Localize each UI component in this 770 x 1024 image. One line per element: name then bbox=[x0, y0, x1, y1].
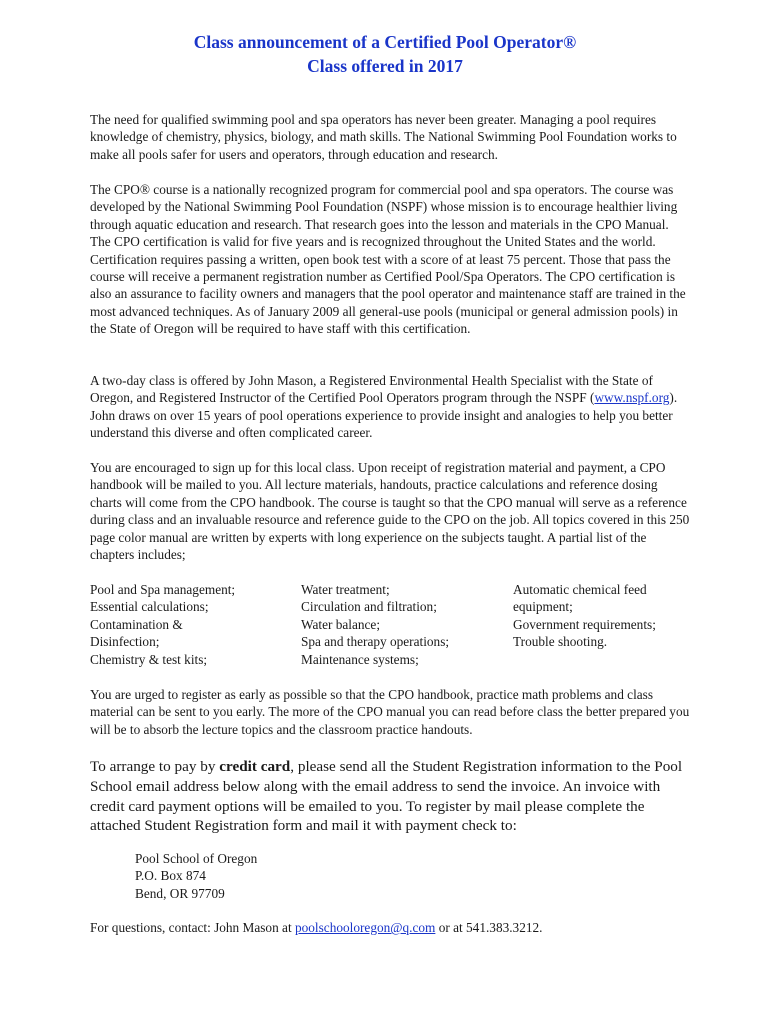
chapter-item: Circulation and filtration; bbox=[301, 599, 437, 615]
nspf-link[interactable]: www.nspf.org bbox=[594, 390, 670, 406]
chapter-column-1 bbox=[90, 581, 290, 668]
chapter-item: Water balance; bbox=[301, 616, 381, 632]
contact-text-a: For questions, contact: John Mason at bbox=[90, 920, 295, 935]
address-line: Pool School of Oregon bbox=[135, 851, 258, 866]
urge-paragraph: You are urged to register as early as possible so that the CPO handbook, practice math problems and class material can be sent to you early. The more of the CPO manual you can read before class the better prepared you will be to absorb the lecture topics and the classroom practice handouts. bbox=[90, 687, 690, 737]
address-line: P.O. Box 874 bbox=[135, 868, 206, 884]
chapter-item: Disinfection; bbox=[90, 634, 160, 650]
payment-text-b: , please send all the Student Registration information to the Pool School email address below along with the email address to send the invoice. An invoice with credit card payment options will be emailed to you. To register by mail please complete the attached Student Registration form and mail it with payment check to: bbox=[90, 758, 683, 835]
chapter-item: Contamination & bbox=[90, 616, 183, 632]
chapter-item: Spa and therapy operations; bbox=[301, 634, 450, 650]
instructor-text-a: A two-day class is offered by John Mason, a Registered Environmental Health Specialist with the State of Oregon, and Registered Instructor of the Certified Pool Operators program through the NSPF ( bbox=[90, 373, 653, 406]
chapter-item: Automatic chemical feed bbox=[513, 582, 647, 597]
chapter-item: Water treatment; bbox=[301, 582, 390, 597]
page-title: Class announcement of a Certified Pool Operator® bbox=[193, 32, 577, 52]
instructor-text-b: ). John draws on over 15 years of pool operations experience to provide insight and analogies to help you better understand this diverse and often complicated career. bbox=[90, 390, 678, 441]
payment-paragraph bbox=[90, 757, 690, 836]
chapter-column-2 bbox=[301, 581, 501, 668]
chapter-item: Pool and Spa management; bbox=[90, 582, 236, 597]
chapter-item: Maintenance systems; bbox=[301, 651, 419, 667]
credit-card-emphasis: credit card bbox=[219, 758, 291, 775]
intro-paragraph: The need for qualified swimming pool and spa operators has never been greater. Managing a pool requires knowledge of chemistry, physics, biology, and math skills. The National Swimming Pool Foundation works to make all pools safer for users and operators, through education and research. bbox=[90, 112, 677, 162]
page-subtitle: Class offered in 2017 bbox=[307, 56, 463, 76]
chapter-item: Trouble shooting. bbox=[513, 634, 608, 650]
instructor-paragraph bbox=[90, 372, 690, 442]
chapter-item: Essential calculations; bbox=[90, 599, 209, 615]
chapter-column-3 bbox=[513, 581, 683, 651]
course-paragraph: The CPO® course is a nationally recognized program for commercial pool and spa operators. The course was developed by the National Swimming Pool Foundation (NSPF) whose mission is to encourage healthier living through aquatic education and research. That research goes into the lesson and materials in the CPO Manual. The CPO certification is valid for five years and is recognized throughout the United States and the world. Certification requires passing a written, open book test with a score of at least 75 percent. Those that pass the course will receive a permanent registration number as Certified Pool/Spa Operators. The CPO certification is also an assurance to facility owners and managers that the pool operator and maintenance staff are trained in the most advanced techniques. As of January 2009 all general-use pools (municipal or general admission pools) in the State of Oregon will be required to have staff with this certification. bbox=[90, 182, 686, 337]
chapter-item: Chemistry & test kits; bbox=[90, 651, 208, 667]
mailing-address bbox=[135, 850, 257, 902]
signup-paragraph: You are encouraged to sign up for this local class. Upon receipt of registration material and payment, a CPO handbook will be mailed to you. All lecture materials, handouts, practice calculations and reference dosing charts will come from the CPO handbook. The course is taught so that the CPO manual will serve as a reference during class and an invaluable resource and reference guide to the CPO on the job. All topics covered in this 250 page color manual are written by experts with long experience on the subjects taught. A partial list of the chapters includes; bbox=[90, 460, 690, 563]
email-link[interactable]: poolschooloregon@q.com bbox=[294, 920, 436, 935]
payment-text-a: To arrange to pay by bbox=[90, 758, 220, 775]
contact-paragraph bbox=[90, 919, 690, 936]
address-line: Bend, OR 97709 bbox=[135, 885, 225, 901]
chapter-item: equipment; bbox=[513, 599, 573, 615]
chapter-item: Government requirements; bbox=[513, 616, 656, 632]
contact-text-b: or at 541.383.3212. bbox=[435, 920, 543, 935]
